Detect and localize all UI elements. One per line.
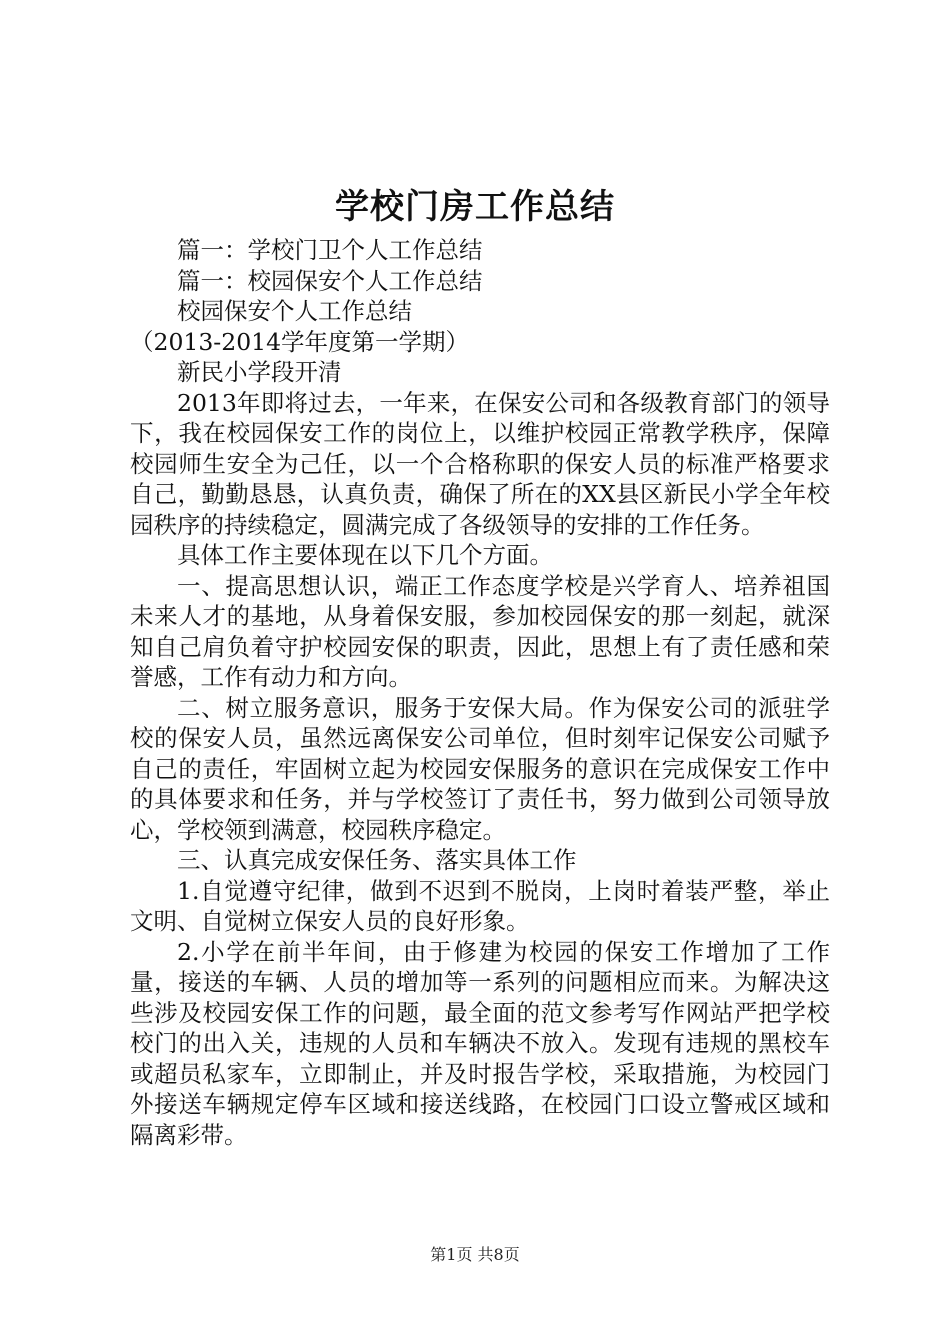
paragraph: 篇一：学校门卫个人工作总结: [177, 236, 483, 264]
paragraph: 篇一：校园保安个人工作总结: [177, 266, 483, 295]
paragraph: 一、提高思想认识，端正工作态度学校是兴学育人、培养祖国未来人才的基地，从身着保安服，参加校园保安的那一刻起，就深知自己肩负着守护校园安保的职责，因此，思想上有了责任感和荣誉感，工作有动力和方向。: [130, 571, 830, 691]
paragraph: 1.自觉遵守纪律，做到不迟到不脱岗，上岗时着装严整，举止文明、自觉树立保安人员的良好形象。: [130, 876, 830, 935]
paragraph: 2.小学在前半年间，由于修建为校园的保安工作增加了工作量，接送的车辆、人员的增加等一系列的问题相应而来。为解决这些涉及校园安保工作的问题，最全面的范文参考写作网站严把学校校门的出入关，违规的人员和车辆决不放入。发现有违规的黑校车或超员私家车，立即制止，并及时报告学校，采取措施，为校园门外接送车辆规定停车区域和接送线路，在校园门口设立警戒区域和隔离彩带。: [130, 937, 830, 1149]
page-footer: 第1页 共8页: [430, 1245, 520, 1264]
document-body: [130, 235, 830, 1150]
paragraph: 二、树立服务意识，服务于安保大局。作为保安公司的派驻学校的保安人员，虽然远离保安公司单位，但时刻牢记保安公司赋予自己的责任，牢固树立起为校园安保服务的意识在完成保安工作中的具体要求和任务，并与学校签订了责任书，努力做到公司领导放心，学校领到满意，校园秩序稳定。: [130, 693, 830, 844]
paragraph: （2013-2014学年度第一学期）: [130, 327, 470, 356]
document-title: 学校门房工作总结: [335, 187, 615, 227]
paragraph: 具体工作主要体现在以下几个方面。: [177, 541, 553, 569]
paragraph: 校园保安个人工作总结: [177, 297, 412, 325]
paragraph: 新民小学段开清: [177, 358, 342, 386]
paragraph: 三、认真完成安保任务、落实具体工作: [177, 846, 577, 874]
paragraph: 2013年即将过去，一年来，在保安公司和各级教育部门的领导下，我在校园保安工作的岗位上，以维护校园正常教学秩序，保障校园师生安全为己任，以一个合格称职的保安人员的标准严格要求自己，勤勤恳恳，认真负责，确保了所在的XX县区新民小学全年校园秩序的持续稳定，圆满完成了各级领导的安排的工作任务。: [130, 388, 830, 539]
